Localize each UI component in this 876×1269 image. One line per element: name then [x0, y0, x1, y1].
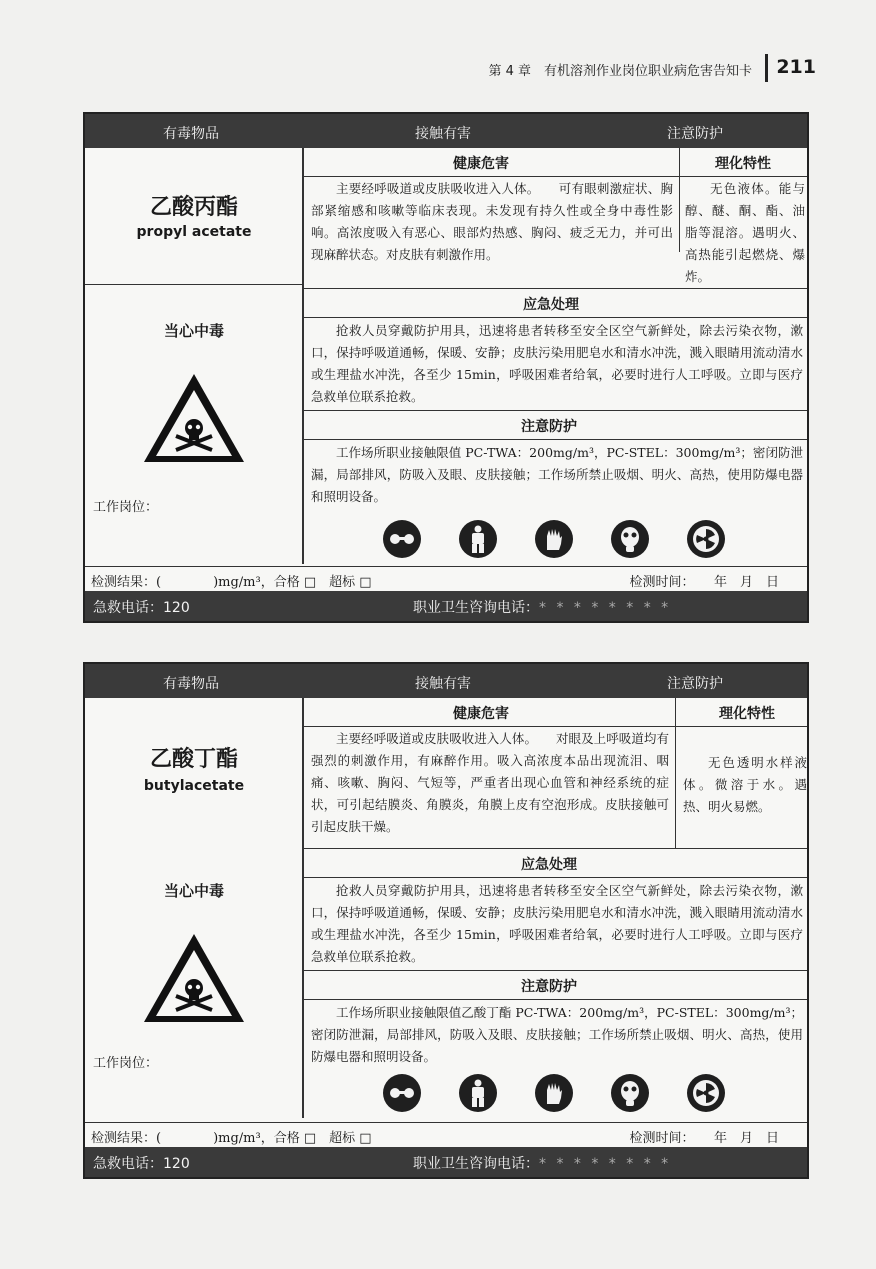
ppe-icons: [383, 1074, 723, 1114]
card-footer: [85, 1147, 807, 1177]
hazard-panel: [303, 698, 807, 1118]
toxic-warning-icon: [140, 930, 248, 1026]
phys-text: 无色透明水样液体。微溶于水。遇热、明火易燃。: [683, 755, 807, 814]
first-aid-phone: 急救电话：120: [93, 1156, 190, 1172]
health-header-row: [303, 698, 807, 727]
protect-header-row: [303, 971, 807, 1000]
consult-phone: [413, 1153, 671, 1173]
warning-label: 当心中毒: [163, 882, 224, 900]
phys-text: 无色液体。能与醇、醚、酮、酯、油脂等混溶。遇明火、高热能引起燃烧、爆炸。: [685, 181, 805, 284]
phys-title: 理化特性: [715, 156, 771, 172]
substance-name-cn: 乙酸丁酯: [149, 747, 238, 772]
no-fire-icon: [687, 520, 725, 558]
result-label: 检测结果：( )mg/m³，合格 □ 超标 □: [91, 1131, 372, 1146]
health-title: 健康危害: [453, 156, 509, 172]
toxic-warning-icon: [140, 370, 248, 466]
result-row: [85, 1122, 807, 1147]
chapter-title: 第 4 章 有机溶剂作业岗位职业病危害告知卡: [488, 64, 752, 79]
emergency-header-row: [303, 289, 807, 318]
goggles-icon: [383, 1074, 421, 1112]
goggles-icon: [383, 520, 421, 558]
emergency-header-row: [303, 849, 807, 878]
emergency-title: 应急处理: [521, 857, 577, 873]
phys-title: 理化特性: [719, 706, 775, 722]
gloves-icon: [535, 1074, 573, 1112]
protective-suit-icon: [459, 520, 497, 558]
health-title: 健康危害: [453, 706, 509, 722]
hazard-card-butyl-acetate: [83, 662, 809, 1179]
divider: [85, 284, 303, 285]
col-header-toxic: 有毒物品: [163, 676, 219, 692]
emergency-text: 抢救人员穿戴防护用具，迅速将患者转移至安全区空气新鲜处，除去污染衣物，漱口，保持呼吸道通畅，保暖、安静；皮肤污染用肥皂水和清水冲洗，溅入眼睛用流动清水或生理盐水冲洗，各至少 15min，呼吸困难者给氧，必要时进行人工呼吸。立即与医疗急救单位联系抢救。: [311, 323, 803, 404]
ppe-icons: [383, 520, 723, 560]
no-fire-icon: [687, 1074, 725, 1112]
col-header-protect: 注意防护: [667, 676, 723, 692]
page-number: 211: [776, 56, 816, 78]
substance-name-en: butylacetate: [143, 778, 245, 794]
hazard-card-propyl-acetate: [83, 112, 809, 623]
card-header: [85, 664, 807, 698]
col-header-protect: 注意防护: [667, 126, 723, 142]
gas-mask-icon: [611, 1074, 649, 1112]
substance-panel: [85, 698, 303, 1118]
time-label: 检测时间： 年 月 日: [629, 1131, 779, 1146]
consult-label: 职业卫生咨询电话：: [413, 1156, 539, 1172]
health-header-row: [303, 148, 807, 177]
time-label: 检测时间： 年 月 日: [629, 575, 779, 590]
result-row: [85, 566, 807, 591]
result-label: 检测结果：( )mg/m³，合格 □ 超标 □: [91, 575, 372, 590]
card-footer: [85, 591, 807, 621]
consult-number: * * * * * * * *: [539, 600, 672, 616]
panel-divider: [303, 148, 304, 564]
column-divider: [679, 148, 680, 252]
consult-number: * * * * * * * *: [539, 1156, 672, 1172]
protect-header-row: [303, 411, 807, 440]
first-aid-phone: 急救电话：120: [93, 600, 190, 616]
protective-suit-icon: [459, 1074, 497, 1112]
substance-name-en: propyl acetate: [136, 224, 252, 240]
substance-panel: [85, 148, 303, 564]
header-divider: [765, 54, 768, 82]
health-text: 主要经呼吸道或皮肤吸收进入人体。 可有眼刺激症状、胸部紧缩感和咳嗽等临床表现。未发现有持久性或全身中毒性影响。高浓度吸入有恶心、眼部灼热感、胸闷、疲乏无力，并可出现麻醉状态。对皮肤有刺激作用。: [311, 181, 673, 262]
health-text: 主要经呼吸道或皮肤吸收进入人体。 对眼及上呼吸道均有强烈的刺激作用，有麻醉作用。吸入高浓度本品出现流泪、咽痛、咳嗽、胸闷、气短等，严重者出现心血管和神经系统的症状，可引起结膜炎、角膜炎，角膜上皮有空泡形成。皮肤接触可引起皮肤干燥。: [311, 731, 669, 834]
protect-title: 注意防护: [521, 979, 577, 995]
consult-label: 职业卫生咨询电话：: [413, 600, 539, 616]
protect-text: 工作场所职业接触限值乙酸丁酯 PC-TWA：200mg/m³，PC-STEL：300mg/m³；密闭防泄漏，局部排风，防吸入及眼、皮肤接触；工作场所禁止吸烟、明火、高热，使用防爆电器和照明设备。: [311, 1005, 803, 1064]
work-post-label: 工作岗位：: [93, 500, 159, 515]
emergency-title: 应急处理: [523, 297, 579, 313]
protect-title: 注意防护: [521, 419, 577, 435]
panel-divider: [303, 698, 304, 1118]
warning-label: 当心中毒: [163, 322, 224, 340]
hazard-panel: [303, 148, 807, 564]
work-post-label: 工作岗位：: [93, 1056, 159, 1071]
col-header-hazard: 接触有害: [415, 676, 471, 692]
gas-mask-icon: [611, 520, 649, 558]
emergency-text: 抢救人员穿戴防护用具，迅速将患者转移至安全区空气新鲜处，除去污染衣物，漱口，保持呼吸道通畅，保暖、安静；皮肤污染用肥皂水和清水冲洗，溅入眼睛用流动清水或生理盐水冲洗，各至少 15min，呼吸困难者给氧，必要时进行人工呼吸。立即与医疗急救单位联系抢救。: [311, 883, 803, 964]
substance-name-cn: 乙酸丙酯: [149, 195, 238, 220]
gloves-icon: [535, 520, 573, 558]
card-header: [85, 114, 807, 148]
page-header: [470, 56, 830, 82]
consult-phone: [413, 597, 671, 617]
protect-text: 工作场所职业接触限值 PC-TWA：200mg/m³，PC-STEL：300mg/m³；密闭防泄漏，局部排风，防吸入及眼、皮肤接触；工作场所禁止吸烟、明火、高热，使用防爆电器和照明设备。: [311, 445, 803, 504]
col-header-hazard: 接触有害: [415, 126, 471, 142]
column-divider: [675, 698, 676, 848]
col-header-toxic: 有毒物品: [163, 126, 219, 142]
